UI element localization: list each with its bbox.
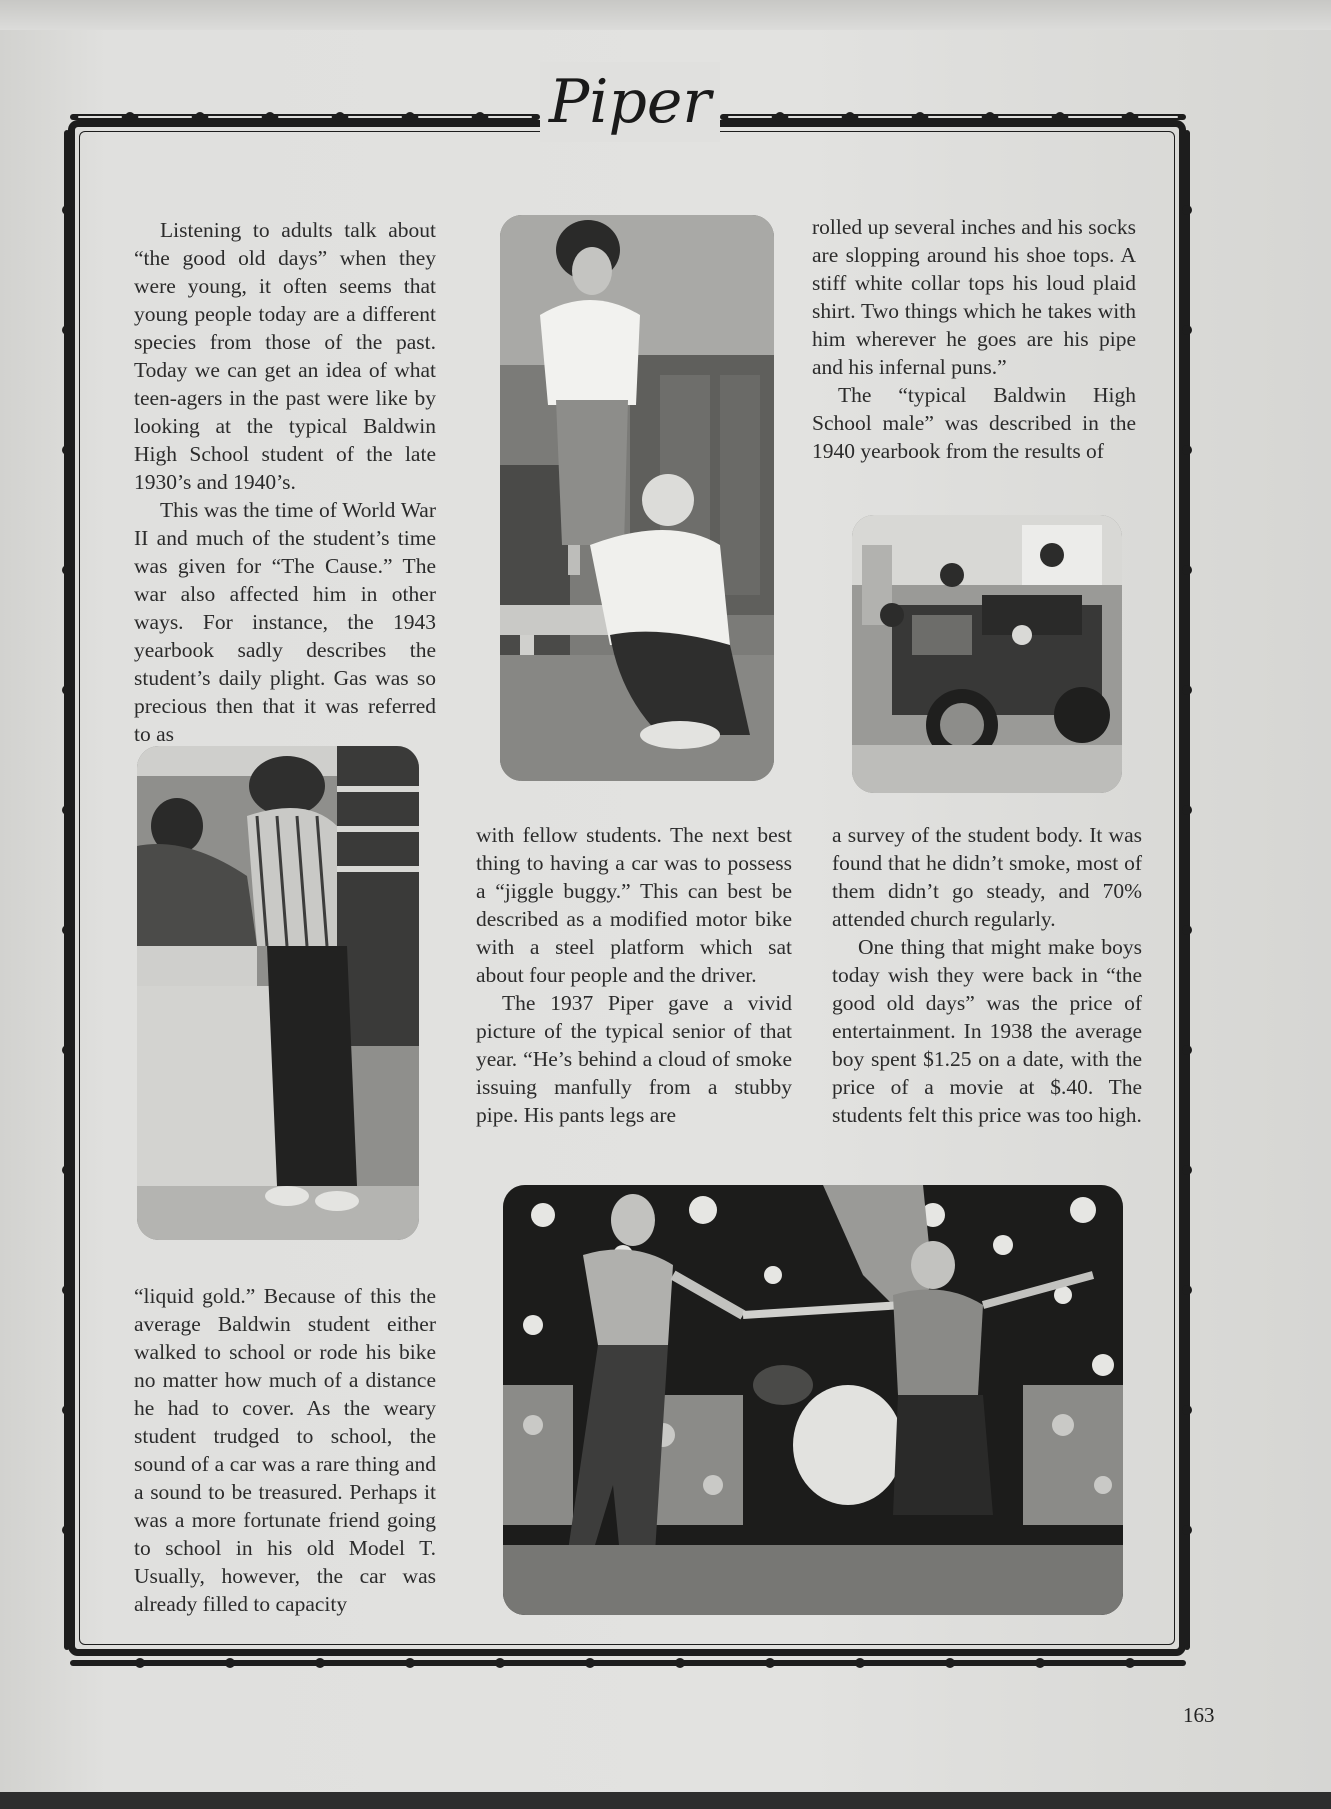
page-title: Piper bbox=[540, 62, 720, 142]
photo-students-with-car bbox=[852, 515, 1122, 793]
top-right-chain-ornament bbox=[720, 110, 1186, 124]
left-column-bottom-text bbox=[134, 1282, 436, 1618]
paragraph: This was the time of World War II and much of the student’s time was given for “The Cause.” The war also affected him in other ways. For instance, the 1943 yearbook sadly describes the student’s daily plight. Gas was so precious then that it was referred to as bbox=[134, 498, 436, 746]
paragraph: The “typical Baldwin High School male” was described in the 1940 yearbook from the results of bbox=[812, 383, 1136, 463]
page-number: 163 bbox=[1183, 1703, 1215, 1727]
top-shadow bbox=[0, 0, 1331, 30]
photo-dancers-on-stage bbox=[503, 1185, 1123, 1615]
photo-students-at-desk bbox=[137, 746, 419, 1240]
paragraph: rolled up several inches and his socks are slopping around his shoe tops. A stiff white collar tops his loud plaid shirt. Two things which he takes with him wherever he goes are his pipe and his infernal puns.” bbox=[812, 215, 1136, 379]
bottom-chain-ornament bbox=[70, 1656, 1186, 1670]
paragraph: The 1937 Piper gave a vivid picture of the typical senior of that year. “He’s behind a cloud of smoke issuing manfully from a stubby pipe. His pants legs are bbox=[476, 991, 792, 1127]
paragraph: Listening to adults talk about “the good old days” when they were young, it often seems that young people today are a different species from those of the past. Today we can get an idea of what teen-agers in the past were like by looking at the typical Baldwin High School student of the late 1930’s and 1940’s. bbox=[134, 218, 436, 494]
photo-girls-dress-fitting bbox=[500, 215, 774, 781]
paragraph: a survey of the student body. It was found that he didn’t smoke, most of them didn’t go steady, and 70% attended church regularly. bbox=[832, 823, 1142, 931]
middle-column-text bbox=[476, 821, 792, 1129]
paragraph: with fellow students. The next best thing to having a car was to possess a “jiggle buggy.” This can best be described as a modified motor bike with a steel platform which sat about four people and the driver. bbox=[476, 823, 792, 987]
top-left-chain-ornament bbox=[70, 110, 540, 124]
right-chain-ornament bbox=[1180, 130, 1194, 1650]
paragraph: One thing that might make boys today wish they were back in “the good old days” was the price of entertainment. In 1938 the average boy spent $1.25 on a date, with the price of a movie at $.40. The students felt this price was too high. bbox=[832, 935, 1142, 1127]
right-column-bottom-text bbox=[832, 821, 1142, 1129]
left-chain-ornament bbox=[60, 130, 74, 1650]
paragraph: “liquid gold.” Because of this the average Baldwin student either walked to school or rode his bike no matter how much of a distance he had to cover. As the weary student trudged to school, the sound of a car was a rare thing and a sound to be treasured. Perhaps it was a more fortunate friend going to school in his old Model T. Usually, however, the car was already filled to capacity bbox=[134, 1284, 436, 1616]
left-column-top-text bbox=[134, 216, 436, 748]
right-column-top-text bbox=[812, 213, 1136, 465]
scan-bottom-edge bbox=[0, 1792, 1331, 1809]
